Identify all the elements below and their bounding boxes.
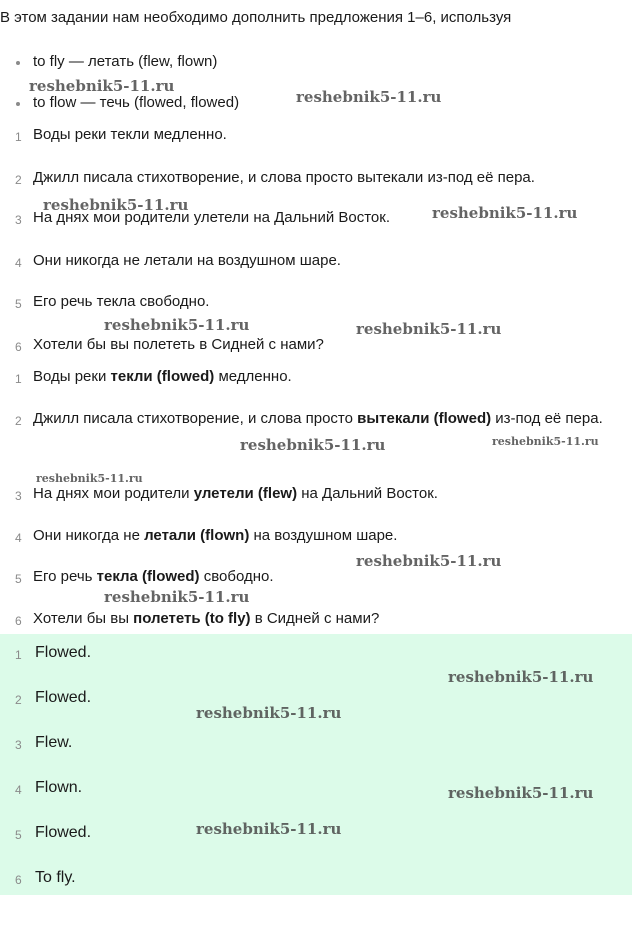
- sentence-number: 6: [15, 614, 22, 628]
- sentence-part: Джилл писала стихотворение, и слова просто: [33, 410, 358, 427]
- bullet-icon: [16, 61, 20, 65]
- answer-number: 4: [15, 783, 22, 797]
- verb-text: to fly — летать (flew, flown): [33, 53, 218, 70]
- watermark: reshebnik5-11.ru: [492, 435, 599, 448]
- watermark: reshebnik5-11.ru: [104, 588, 250, 606]
- watermark: reshebnik5-11.ru: [29, 77, 175, 95]
- watermark: reshebnik5-11.ru: [448, 668, 594, 686]
- filled-sentence-text: [33, 368, 292, 386]
- sentence-text: На днях мои родители улетели на Дальний Восток.: [33, 209, 391, 226]
- sentence-number: 6: [15, 340, 22, 354]
- sentence-part: Они никогда не: [33, 527, 145, 544]
- watermark: reshebnik5-11.ru: [36, 472, 143, 485]
- sentence-part: из-под её пера.: [491, 410, 603, 427]
- sentence-number: 4: [15, 531, 22, 545]
- watermark: reshebnik5-11.ru: [104, 316, 250, 334]
- watermark: reshebnik5-11.ru: [196, 704, 342, 722]
- answer-text: Flowed.: [35, 689, 92, 706]
- filled-verb: летали (flown): [144, 527, 250, 544]
- answer-text: Flew.: [35, 734, 73, 751]
- sentence-number: 5: [15, 572, 22, 586]
- watermark: reshebnik5-11.ru: [296, 88, 442, 106]
- sentence-text: Хотели бы вы полететь в Сидней с нами?: [33, 336, 324, 353]
- filled-sentence-text: [33, 568, 274, 586]
- filled-sentence-text: [33, 485, 438, 503]
- sentence-text: Джилл писала стихотворение, и слова просто вытекали из-под её пера.: [33, 169, 535, 186]
- sentence-text: Воды реки текли медленно.: [33, 126, 227, 143]
- filled-verb: текли (flowed): [110, 368, 215, 385]
- answer-text: Flowed.: [35, 644, 92, 661]
- sentence-number: 1: [15, 372, 22, 386]
- filled-verb: вытекали (flowed): [357, 410, 492, 427]
- sentence-number: 3: [15, 489, 22, 503]
- answer-number: 6: [15, 873, 22, 887]
- answer-text: To fly.: [35, 869, 76, 886]
- sentence-part: в Сидней с нами?: [250, 610, 380, 627]
- verb-text: to flow — течь (flowed, flowed): [33, 94, 240, 111]
- sentence-part: медленно.: [214, 368, 292, 385]
- sentence-part: Хотели бы вы: [33, 610, 134, 627]
- filled-verb: текла (flowed): [96, 568, 200, 585]
- watermark: reshebnik5-11.ru: [432, 204, 578, 222]
- sentence-text: Они никогда не летали на воздушном шаре.: [33, 252, 341, 269]
- filled-sentence-text: [33, 527, 397, 545]
- sentence-part: На днях мои родители: [33, 485, 194, 502]
- answer-text: Flowed.: [35, 824, 92, 841]
- sentence-number: 2: [15, 173, 22, 187]
- filled-verb: полететь (to fly): [133, 610, 251, 627]
- answer-number: 5: [15, 828, 22, 842]
- intro-text: В этом задании нам необходимо дополнить предложения 1–6, используя: [0, 9, 512, 26]
- sentence-text: Его речь текла свободно.: [33, 293, 210, 310]
- filled-verb: улетели (flew): [193, 485, 298, 502]
- answer-text: Flown.: [35, 779, 83, 796]
- answer-number: 2: [15, 693, 22, 707]
- watermark: reshebnik5-11.ru: [43, 196, 189, 214]
- watermark: reshebnik5-11.ru: [356, 320, 502, 338]
- sentence-part: свободно.: [199, 568, 274, 585]
- watermark: reshebnik5-11.ru: [240, 436, 386, 454]
- sentence-part: на воздушном шаре.: [249, 527, 398, 544]
- sentence-part: на Дальний Восток.: [297, 485, 438, 502]
- sentence-number: 3: [15, 213, 22, 227]
- sentence-number: 4: [15, 256, 22, 270]
- sentence-number: 2: [15, 414, 22, 428]
- sentence-number: 1: [15, 130, 22, 144]
- sentence-part: Воды реки: [33, 368, 111, 385]
- filled-sentence-text: [33, 402, 628, 436]
- bullet-icon: [16, 102, 20, 106]
- sentence-number: 5: [15, 297, 22, 311]
- sentence-part: Его речь: [33, 568, 97, 585]
- watermark: reshebnik5-11.ru: [356, 552, 502, 570]
- answer-number: 1: [15, 648, 22, 662]
- watermark: reshebnik5-11.ru: [196, 820, 342, 838]
- answer-number: 3: [15, 738, 22, 752]
- filled-sentence-text: [33, 610, 379, 628]
- watermark: reshebnik5-11.ru: [448, 784, 594, 802]
